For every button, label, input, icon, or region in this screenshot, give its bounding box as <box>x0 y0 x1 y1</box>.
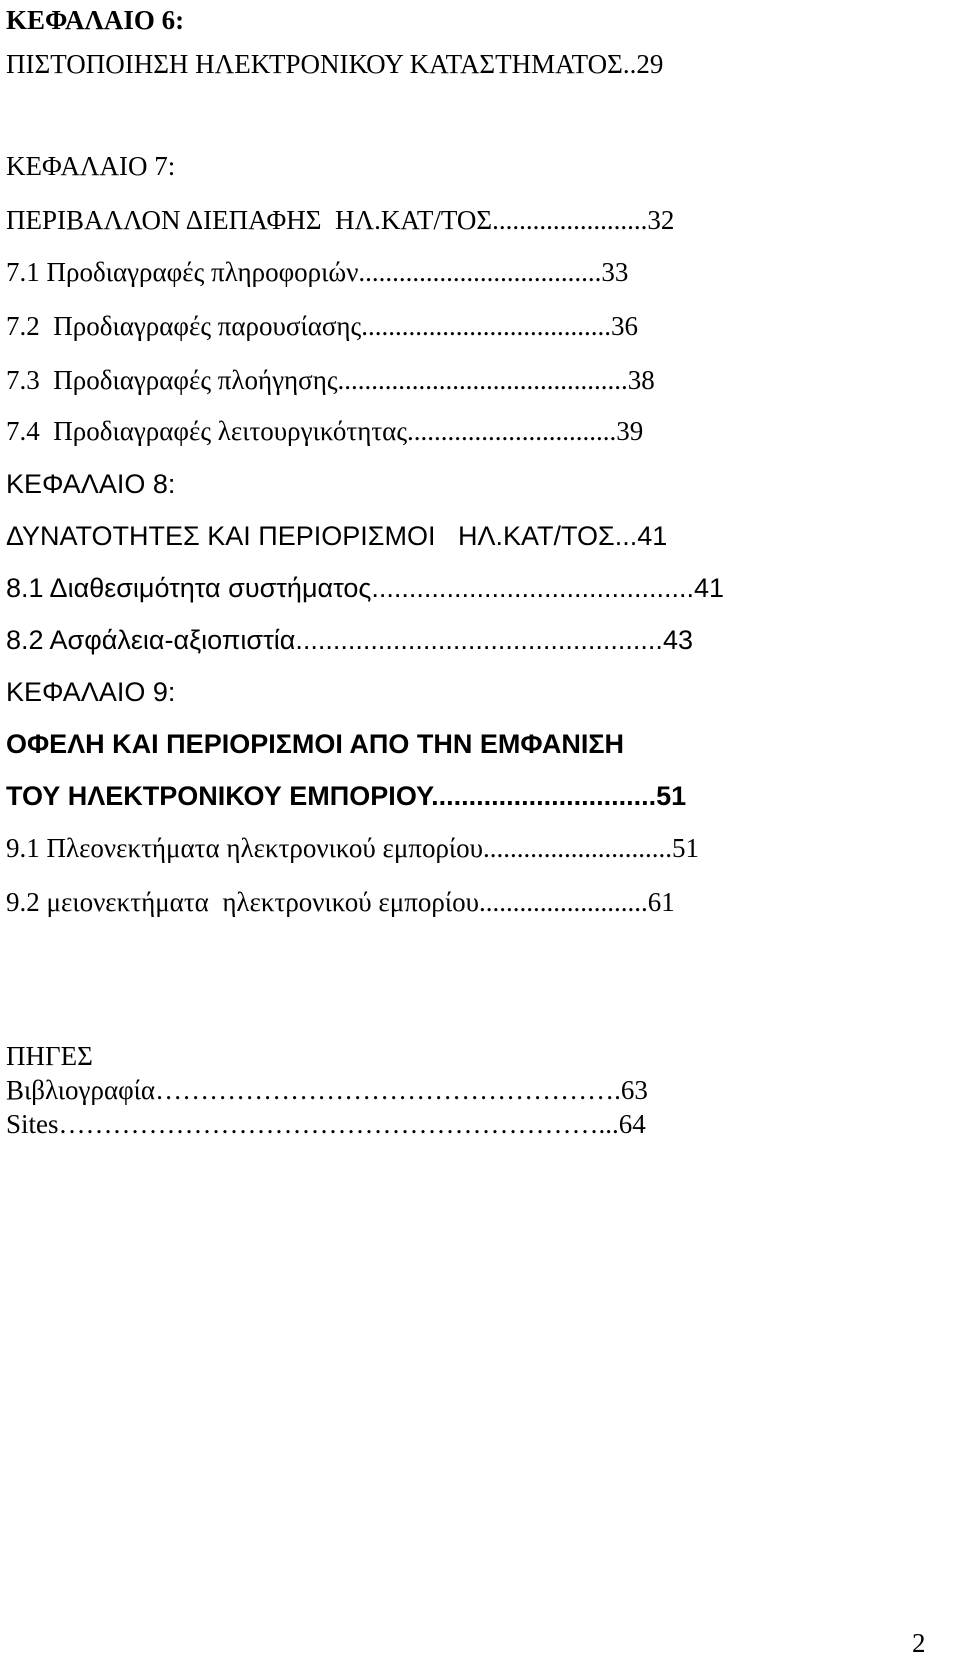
sources-heading: ΠΗΓΕΣ <box>6 1041 93 1071</box>
toc-entry: 8.1 Διαθεσιμότητα συστήματος...........................................41 <box>6 573 725 603</box>
chapter-7-heading: ΚΕΦΑΛΑΙΟ 7: <box>6 151 176 181</box>
chapter-7-title: ΠΕΡΙΒΑΛΛΟΝ ΔΙΕΠΑΦΗΣ ΗΛ.ΚΑΤ/ΤΟΣ.......................32 <box>6 205 675 235</box>
page-number: 2 <box>912 1628 926 1658</box>
toc-entry: 7.2 Προδιαγραφές παρουσίασης.....................................36 <box>6 311 638 341</box>
toc-entry: 7.4 Προδιαγραφές λειτουργικότητας...............................39 <box>6 416 644 446</box>
chapter-6-title: ΠΙΣΤΟΠΟΙΗΣΗ ΗΛΕΚΤΡΟΝΙΚΟΥ ΚΑΤΑΣΤΗΜΑΤΟΣ..29 <box>6 49 664 79</box>
chapter-9-title-line2: ΤΟΥ ΗΛΕΚΤΡΟΝΙΚΟΥ ΕΜΠΟΡΙΟΥ..............................51 <box>6 781 687 811</box>
toc-entry: Βιβλιογραφία…………………………………………….63 <box>6 1075 648 1105</box>
toc-entry: Sites……………………………………………………...64 <box>6 1109 646 1139</box>
toc-entry: 9.1 Πλεονεκτήματα ηλεκτρονικού εμπορίου............................51 <box>6 833 700 863</box>
chapter-8-title: ΔΥΝΑΤΟΤΗΤΕΣ ΚΑΙ ΠΕΡΙΟΡΙΣΜΟΙ ΗΛ.ΚΑΤ/ΤΟΣ...41 <box>6 521 668 551</box>
toc-entry: 7.3 Προδιαγραφές πλοήγησης...........................................38 <box>6 365 655 395</box>
toc-entry: 9.2 μειονεκτήματα ηλεκτρονικού εμπορίου.........................61 <box>6 887 675 917</box>
chapter-9-title-line1: ΟΦΕΛΗ ΚΑΙ ΠΕΡΙΟΡΙΣΜΟΙ ΑΠΟ ΤΗΝ ΕΜΦΑΝΙΣΗ <box>6 729 625 759</box>
toc-entry: 7.1 Προδιαγραφές πληροφοριών....................................33 <box>6 257 629 287</box>
toc-entry: 8.2 Ασφάλεια-αξιοπιστία.................................................43 <box>6 625 693 655</box>
chapter-8-heading: ΚΕΦΑΛΑΙΟ 8: <box>6 469 176 499</box>
chapter-9-heading: ΚΕΦΑΛΑΙΟ 9: <box>6 677 176 707</box>
chapter-6-heading: ΚΕΦΑΛΑΙΟ 6: <box>6 5 185 35</box>
